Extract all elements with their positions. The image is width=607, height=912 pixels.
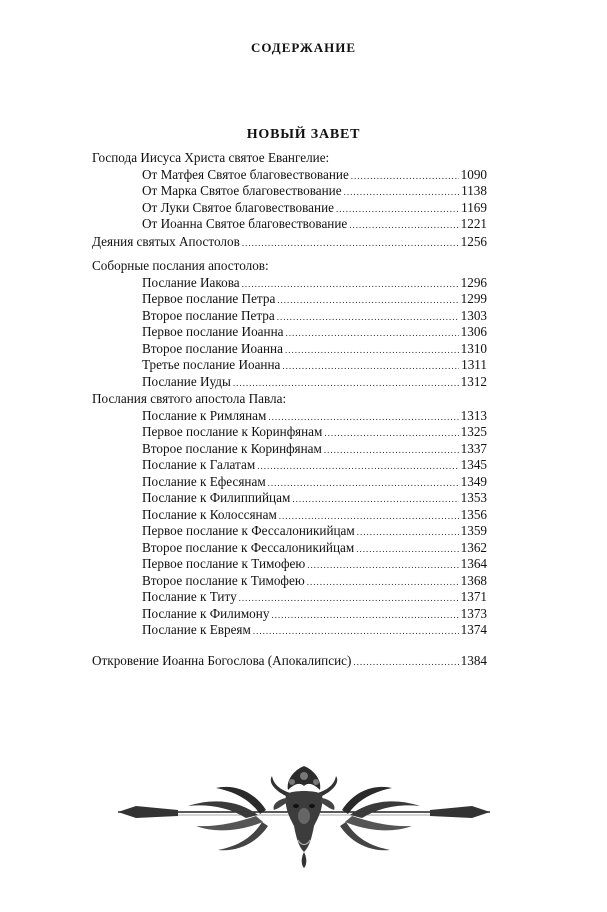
toc-entry-page: 1356 bbox=[460, 506, 487, 522]
toc-entry-title: Послание Иуды bbox=[142, 373, 231, 389]
toc-entry[interactable] bbox=[142, 324, 487, 341]
toc-entry[interactable] bbox=[142, 357, 487, 374]
toc-entry-page: 1371 bbox=[460, 589, 487, 604]
toc-group-acts bbox=[92, 234, 487, 251]
toc-entry-title: Второе послание к Тимофею bbox=[142, 572, 305, 588]
toc-entry-title: От Марка Святое благовествование bbox=[142, 183, 342, 198]
toc-entry[interactable] bbox=[142, 573, 487, 590]
toc-entry-page: 1353 bbox=[460, 490, 487, 505]
toc-entry-page: 1296 bbox=[460, 274, 487, 290]
toc-entry-title: Послание к Филимону bbox=[142, 605, 270, 621]
toc-entry-page: 1311 bbox=[461, 357, 487, 372]
ornament-bull-head-icon bbox=[118, 760, 490, 870]
toc-group-gospels bbox=[92, 150, 487, 233]
dot-leader bbox=[242, 235, 459, 252]
toc-entry[interactable] bbox=[142, 308, 487, 325]
toc-group-catholic-epistles bbox=[92, 258, 487, 390]
toc-entry-title: Деяния святых Апостолов bbox=[92, 234, 240, 249]
dot-leader bbox=[268, 409, 458, 426]
section-title: НОВЫЙ ЗАВЕТ bbox=[246, 127, 361, 142]
toc-entry[interactable] bbox=[142, 523, 487, 540]
dot-leader bbox=[268, 475, 459, 492]
toc-entry[interactable] bbox=[142, 374, 487, 391]
dot-leader bbox=[292, 491, 458, 508]
dot-leader bbox=[351, 168, 459, 185]
toc-entry[interactable] bbox=[142, 200, 487, 217]
toc-entry-page: 1345 bbox=[460, 457, 487, 472]
dot-leader bbox=[233, 375, 459, 392]
dot-leader bbox=[277, 309, 459, 326]
dot-leader bbox=[349, 217, 458, 234]
dot-leader bbox=[324, 442, 459, 459]
toc-entry-title: Второе послание к Фессалоникийцам bbox=[142, 539, 355, 555]
dot-leader bbox=[356, 541, 458, 558]
dot-leader bbox=[239, 590, 459, 607]
dot-leader bbox=[285, 342, 459, 359]
dot-leader bbox=[242, 276, 459, 293]
toc-entry-page: 1368 bbox=[460, 572, 487, 588]
toc-entry[interactable] bbox=[142, 606, 487, 623]
toc-entry-title: Откровение Иоанна Богослова (Апокалипсис) bbox=[92, 653, 352, 668]
toc-entry-title: Второе послание Иоанна bbox=[142, 340, 283, 356]
toc-entry-page: 1090 bbox=[460, 166, 487, 182]
toc-group-revelation bbox=[92, 653, 487, 670]
toc-entry-page: 1221 bbox=[460, 216, 487, 231]
toc-entry[interactable] bbox=[142, 183, 487, 200]
toc-entry-title: Послание Иакова bbox=[142, 274, 240, 290]
toc-entry-title: Послание к Евреям bbox=[142, 622, 251, 637]
toc-entry[interactable] bbox=[92, 653, 487, 670]
toc-entry[interactable] bbox=[142, 490, 487, 507]
toc-group-title: Соборные послания апостолов: bbox=[92, 258, 269, 273]
toc-entry-page: 1303 bbox=[460, 307, 487, 323]
toc-entry-title: Первое послание к Коринфянам bbox=[142, 424, 323, 439]
dot-leader bbox=[253, 623, 459, 640]
toc-entry-page: 1359 bbox=[460, 523, 487, 538]
toc-entry-page: 1313 bbox=[460, 407, 487, 423]
toc-entry-title: От Луки Святое благовествование bbox=[142, 199, 335, 215]
toc-entry-page: 1312 bbox=[460, 373, 487, 389]
toc-entry-title: Послание к Римлянам bbox=[142, 407, 267, 423]
dot-leader bbox=[282, 358, 459, 375]
toc-entry-page: 1364 bbox=[460, 556, 487, 571]
toc-entry-title: Послание к Ефесянам bbox=[142, 473, 266, 489]
toc-entry[interactable] bbox=[92, 234, 487, 251]
dot-leader bbox=[357, 524, 459, 541]
toc-entry-page: 1337 bbox=[460, 440, 487, 456]
toc-entry[interactable] bbox=[142, 589, 487, 606]
toc-entry-page: 1384 bbox=[460, 653, 487, 668]
toc-entry[interactable] bbox=[142, 275, 487, 292]
toc-entry-page: 1374 bbox=[460, 622, 487, 637]
toc-entry[interactable] bbox=[142, 424, 487, 441]
toc-entry[interactable] bbox=[142, 167, 487, 184]
toc-entry-title: От Матфея Святое благовествование bbox=[142, 166, 349, 182]
toc-group-title: Послания святого апостола Павла: bbox=[92, 391, 287, 406]
toc-entry[interactable] bbox=[142, 341, 487, 358]
dot-leader bbox=[336, 201, 459, 218]
toc-entry-page: 1310 bbox=[460, 340, 487, 356]
dot-leader bbox=[344, 184, 460, 201]
toc-entry[interactable] bbox=[142, 622, 487, 639]
toc-entry[interactable] bbox=[142, 408, 487, 425]
toc-entry-title: Второе послание Петра bbox=[142, 307, 275, 323]
dot-leader bbox=[353, 654, 458, 671]
dot-leader bbox=[271, 607, 458, 624]
dot-leader bbox=[277, 292, 458, 309]
toc-entry-title: Послание к Филиппийцам bbox=[142, 490, 291, 505]
toc-group-title: Господа Иисуса Христа святое Евангелие: bbox=[92, 150, 330, 165]
toc-entry-title: Третье послание Иоанна bbox=[142, 357, 281, 372]
toc-entry-page: 1362 bbox=[460, 539, 487, 555]
toc-entry-page: 1349 bbox=[460, 473, 487, 489]
toc-entry-page: 1138 bbox=[461, 183, 487, 198]
dot-leader bbox=[324, 425, 458, 442]
toc-entry[interactable] bbox=[142, 291, 487, 308]
toc-entry[interactable] bbox=[142, 441, 487, 458]
toc-entry-title: От Иоанна Святое благовествование bbox=[142, 216, 348, 231]
toc-entry-page: 1256 bbox=[460, 234, 487, 249]
dot-leader bbox=[257, 458, 458, 475]
toc-entry-title: Первое послание к Тимофею bbox=[142, 556, 306, 571]
dot-leader bbox=[279, 508, 459, 525]
toc-entry-page: 1325 bbox=[460, 424, 487, 439]
toc-entry[interactable] bbox=[142, 540, 487, 557]
toc-group-pauline-epistles bbox=[92, 391, 487, 639]
toc-entry-title: Первое послание Иоанна bbox=[142, 324, 284, 339]
toc-entry-title: Второе послание к Коринфянам bbox=[142, 440, 322, 456]
page-heading: СОДЕРЖАНИЕ bbox=[250, 40, 357, 55]
toc-entry[interactable] bbox=[142, 216, 487, 233]
toc-entry-title: Первое послание к Фессалоникийцам bbox=[142, 523, 355, 538]
dot-leader bbox=[307, 574, 459, 591]
toc-entry-title: Послание к Галатам bbox=[142, 457, 256, 472]
toc-entry-page: 1299 bbox=[460, 291, 487, 306]
toc-entry[interactable] bbox=[142, 556, 487, 573]
toc-entry-page: 1306 bbox=[460, 324, 487, 339]
toc-entry[interactable] bbox=[142, 474, 487, 491]
toc-entry[interactable] bbox=[142, 457, 487, 474]
toc-entry-title: Первое послание Петра bbox=[142, 291, 276, 306]
toc-entry-page: 1373 bbox=[460, 605, 487, 621]
dot-leader bbox=[307, 557, 458, 574]
toc-entry-title: Послание к Титу bbox=[142, 589, 237, 604]
toc-entry-title: Послание к Колоссянам bbox=[142, 506, 277, 522]
toc-entry[interactable] bbox=[142, 507, 487, 524]
toc-entry-page: 1169 bbox=[461, 199, 487, 215]
dot-leader bbox=[285, 325, 458, 342]
